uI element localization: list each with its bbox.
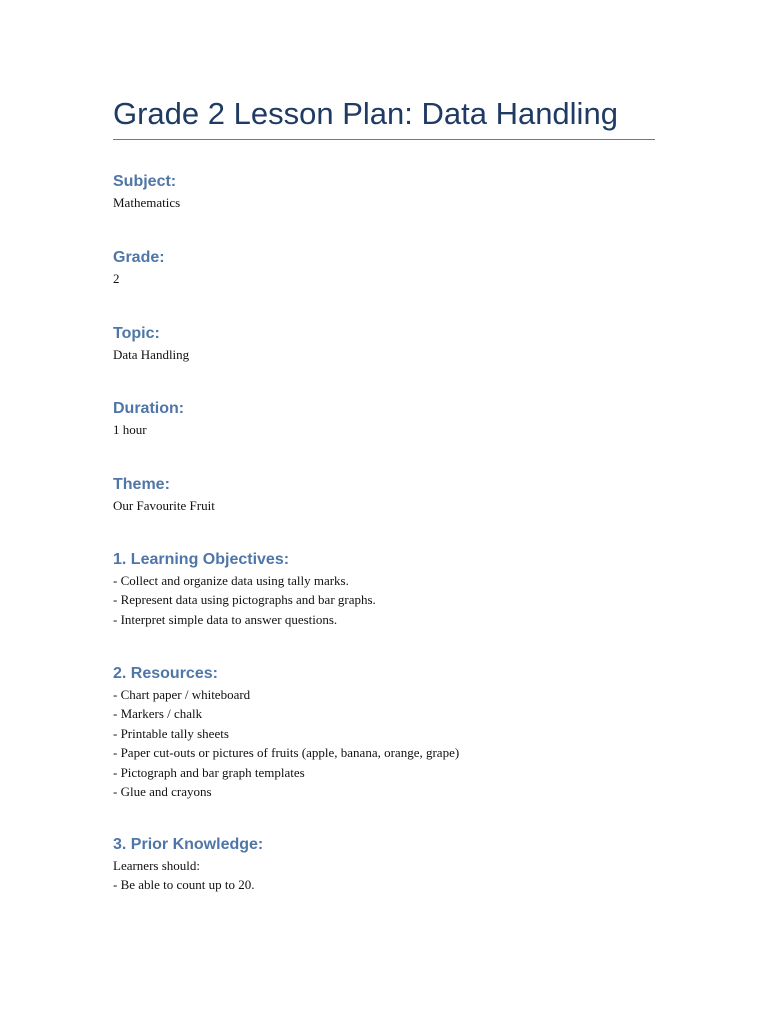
field-label: Grade: xyxy=(113,249,165,266)
list-item: - Pictograph and bar graph templates xyxy=(113,764,305,780)
title-underline xyxy=(113,139,655,140)
field-value: Our Favourite Fruit xyxy=(113,498,215,513)
section-learning-objectives xyxy=(113,549,655,629)
field-duration xyxy=(113,398,655,439)
field-theme xyxy=(113,474,655,515)
section-heading: 1. Learning Objectives: xyxy=(113,551,290,568)
section-prior-knowledge xyxy=(113,834,655,895)
field-label: Subject: xyxy=(113,173,177,190)
field-value: 1 hour xyxy=(113,422,147,437)
document-title: Grade 2 Lesson Plan: Data Handling xyxy=(113,96,618,131)
list-item: - Paper cut-outs or pictures of fruits (apple, banana, orange, grape) xyxy=(113,745,460,761)
section-resources xyxy=(113,663,655,801)
field-value: Mathematics xyxy=(113,195,181,210)
list-item: - Collect and organize data using tally marks. xyxy=(113,573,349,588)
field-grade xyxy=(113,247,655,288)
list-item: - Interpret simple data to answer questions. xyxy=(113,611,338,627)
list-item: Learners should: xyxy=(113,858,201,873)
field-topic xyxy=(113,323,655,364)
list-item: - Printable tally sheets xyxy=(113,725,229,741)
field-subject xyxy=(113,171,655,212)
list-item: - Glue and crayons xyxy=(113,784,212,800)
field-value: Data Handling xyxy=(113,347,190,362)
field-label: Theme: xyxy=(113,476,170,493)
list-item: - Chart paper / whiteboard xyxy=(113,687,251,702)
field-label: Duration: xyxy=(113,400,185,417)
section-heading: 2. Resources: xyxy=(113,665,218,682)
field-label: Topic: xyxy=(113,325,160,342)
list-item: - Represent data using pictographs and bar graphs. xyxy=(113,592,376,608)
section-heading: 3. Prior Knowledge: xyxy=(113,836,264,853)
list-item: - Markers / chalk xyxy=(113,706,203,722)
list-item: - Be able to count up to 20. xyxy=(113,877,255,893)
field-value: 2 xyxy=(113,271,120,286)
